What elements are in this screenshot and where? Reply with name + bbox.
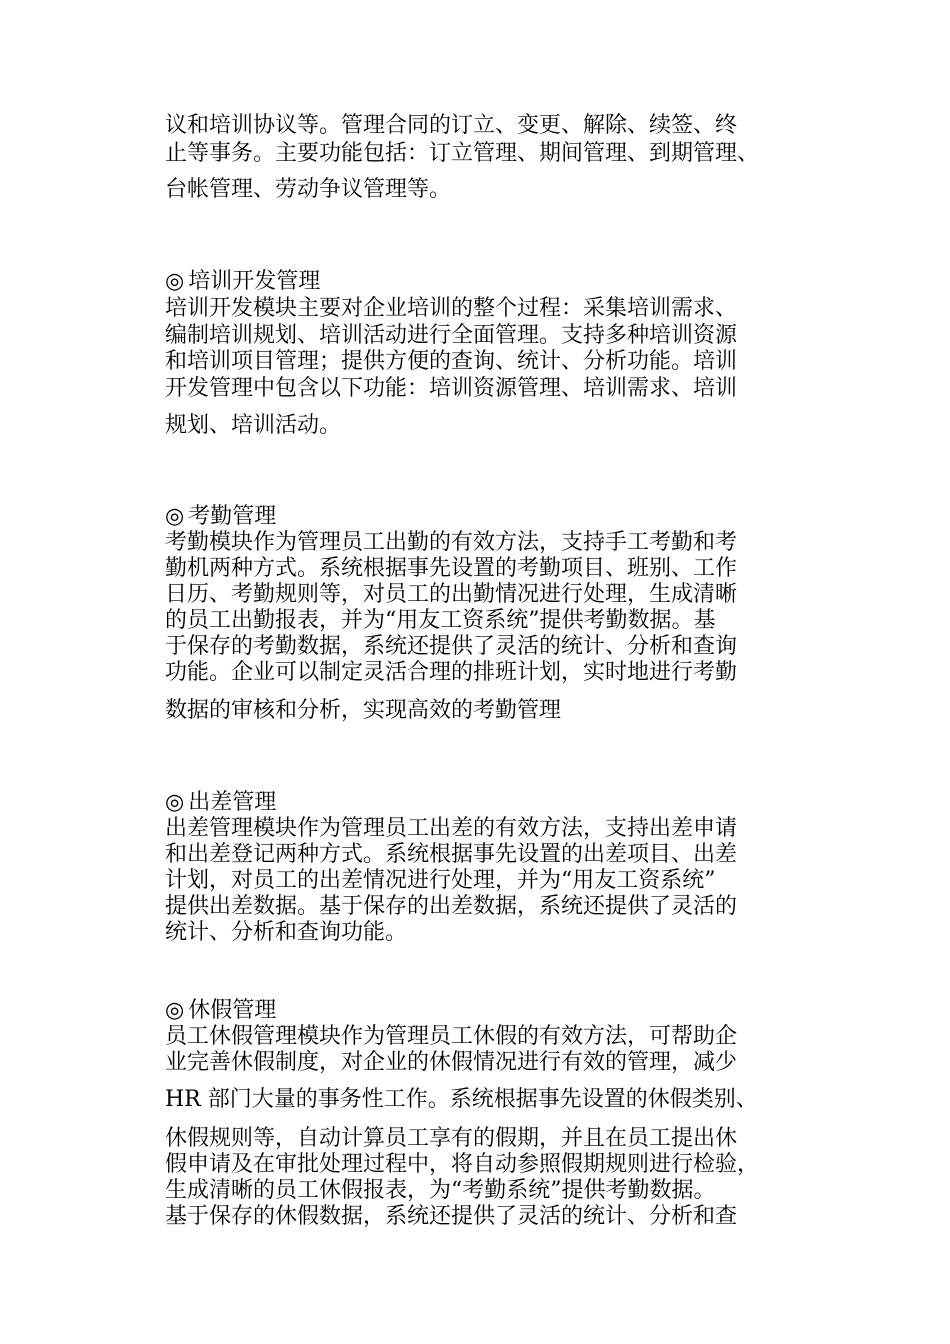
section-leave-line-1: 员工休假管理模块作为管理员工休假的有效方法，可帮助企 xyxy=(165,1024,738,1049)
intro-line-2: 止等事务。主要功能包括：订立管理、期间管理、到期管理、 xyxy=(165,141,760,166)
section-marker: ◎ xyxy=(165,269,185,294)
section-attendance-line-2: 勤机两种方式。系统根据事先设置的考勤项目、班别、工作 xyxy=(165,556,738,581)
section-trip-line-4: 提供出差数据。基于保存的出差数据，系统还提供了灵活的 xyxy=(165,894,738,919)
section-heading-business-trip xyxy=(165,790,276,816)
section-attendance-line-6: 功能。企业可以制定灵活合理的排班计划，实时地进行考勤 xyxy=(165,660,738,685)
section-trip-line-5: 统计、分析和查询功能。 xyxy=(165,920,408,945)
section-leave-line-3: HR 部门大量的事务性工作。系统根据事先设置的休假类别、 xyxy=(165,1087,758,1112)
section-title: 考勤管理 xyxy=(188,504,277,529)
section-attendance-line-3: 日历、考勤规则等，对员工的出勤情况进行处理，生成清晰 xyxy=(165,582,738,607)
section-trip-line-2: 和出差登记两种方式。系统根据事先设置的出差项目、出差 xyxy=(165,842,738,867)
section-training-line-1: 培训开发模块主要对企业培训的整个过程：采集培训需求、 xyxy=(165,296,738,321)
section-trip-line-3: 计划，对员工的出差情况进行处理，并为“用友工资系统” xyxy=(165,868,716,893)
section-title: 出差管理 xyxy=(188,790,277,815)
section-heading-attendance xyxy=(165,504,276,530)
section-attendance-line-7: 数据的审核和分析，实现高效的考勤管理 xyxy=(165,698,562,723)
section-leave-line-2: 业完善休假制度，对企业的休假情况进行有效的管理，减少 xyxy=(165,1050,738,1075)
section-training-line-3: 和培训项目管理；提供方便的查询、统计、分析功能。培训 xyxy=(165,349,738,374)
section-title: 培训开发管理 xyxy=(188,269,321,294)
section-attendance-line-5: 于保存的考勤数据，系统还提供了灵活的统计、分析和查询 xyxy=(165,634,738,659)
section-leave-line-5: 假申请及在审批处理过程中，将自动参照假期规则进行检验， xyxy=(165,1152,760,1177)
section-marker: ◎ xyxy=(165,998,185,1023)
section-leave-line-4: 休假规则等，自动计算员工享有的假期，并且在员工提出休 xyxy=(165,1126,738,1151)
section-marker: ◎ xyxy=(165,790,185,815)
section-attendance-line-4: 的员工出勤报表，并为“用友工资系统”提供考勤数据。基 xyxy=(165,608,716,633)
section-training-line-2: 编制培训规划、培训活动进行全面管理。支持多种培训资源 xyxy=(165,323,738,348)
intro-line-1: 议和培训协议等。管理合同的订立、变更、解除、续签、终 xyxy=(165,113,738,138)
section-title: 休假管理 xyxy=(188,998,277,1023)
section-leave-line-6: 生成清晰的员工休假报表，为“考勤系统”提供考勤数据。 xyxy=(165,1178,716,1203)
section-marker: ◎ xyxy=(165,504,185,529)
section-heading-training xyxy=(165,269,320,295)
section-leave-line-7: 基于保存的休假数据，系统还提供了灵活的统计、分析和查 xyxy=(165,1204,738,1229)
section-trip-line-1: 出差管理模块作为管理员工出差的有效方法，支持出差申请 xyxy=(165,816,738,841)
section-training-line-5: 规划、培训活动。 xyxy=(165,413,342,438)
section-heading-leave xyxy=(165,998,276,1024)
intro-line-3: 台帐管理、劳动争议管理等。 xyxy=(165,177,452,202)
section-training-line-4: 开发管理中包含以下功能：培训资源管理、培训需求、培训 xyxy=(165,376,738,401)
section-attendance-line-1: 考勤模块作为管理员工出勤的有效方法，支持手工考勤和考 xyxy=(165,530,738,555)
